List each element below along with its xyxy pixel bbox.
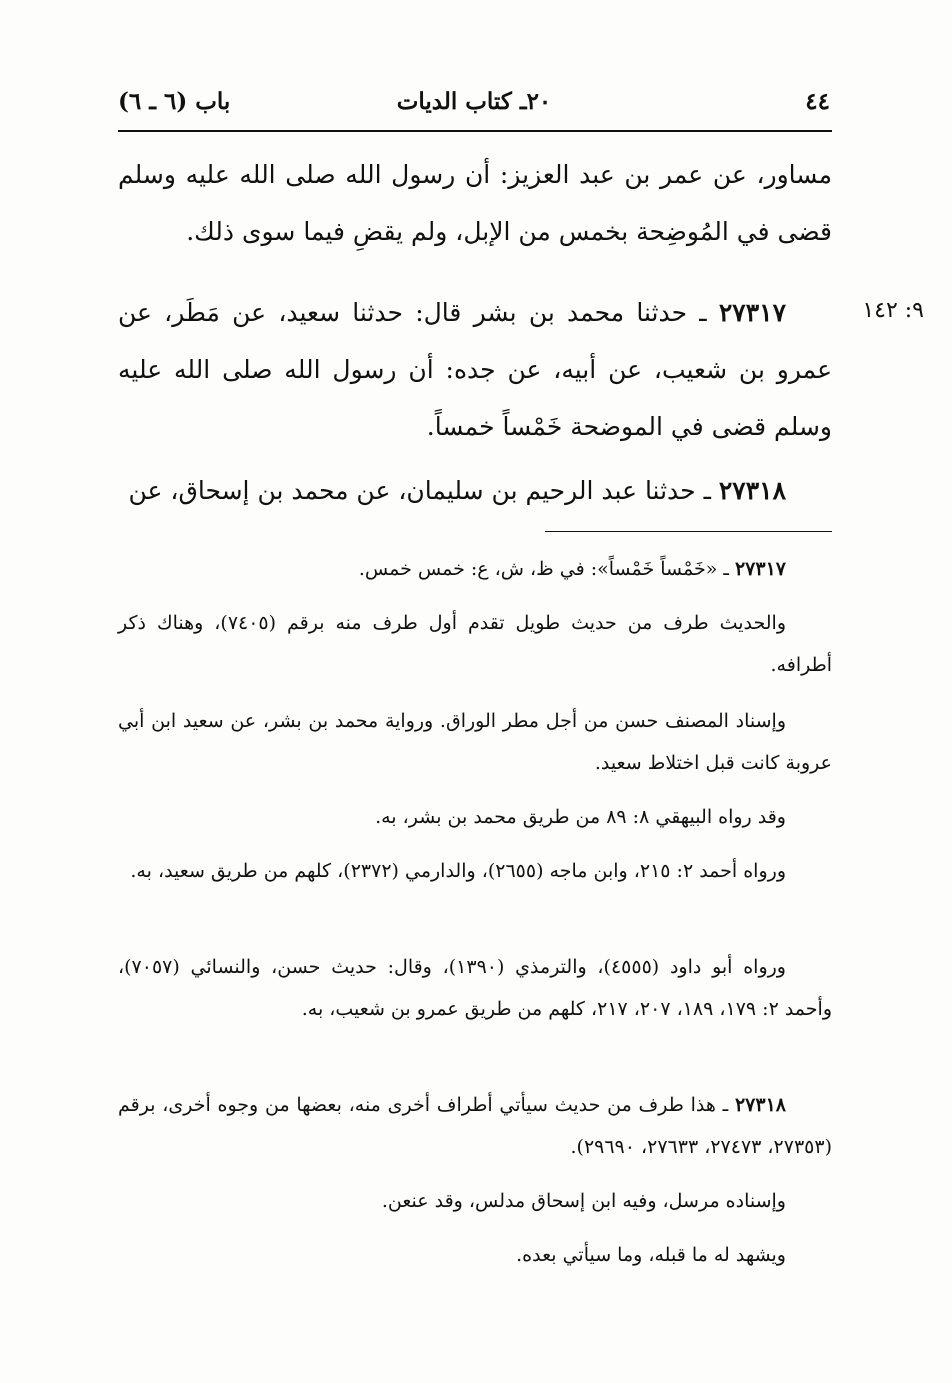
footnote-27317 <box>118 548 832 590</box>
main-paragraph-continuation <box>118 146 832 260</box>
footnote-text: ـ هذا طرف من حديث سيأتي أطراف أخرى منه، بعضها من وجوه أخرى، برقم (٢٧٣٥٣، ٢٧٤٧٣، ٢٧٦٣٣، ٢٩٦٩٠). <box>118 1094 832 1158</box>
footnote-text: ـ «خَمْساً خَمْساً»: في ظ، ش، ع: خمس خمس. <box>358 558 735 580</box>
chapter-label: باب (٦ ـ ٦) <box>118 88 231 115</box>
hadith-number: ٢٧٣١٨ <box>718 476 786 505</box>
hadith-text: ـ حدثنا محمد بن بشر قال: حدثنا سعيد، عن مَطَر، عن عمرو بن شعيب، عن أبيه، عن جده: أن رسول الله صلى الله عليه وسلم قضى في الموضحة خَمْساً خمساً. <box>118 298 832 441</box>
hadith-text: ـ حدثنا عبد الرحيم بن سليمان، عن محمد بن إسحاق، عن <box>128 476 719 505</box>
margin-reference: ٩: ١٤٢ <box>862 298 924 323</box>
book-title: ٢٠ـ كتاب الديات <box>396 88 552 115</box>
hadith-27317 <box>118 284 832 455</box>
footnote-paragraph: ورواه أبو داود (٤٥٥٥)، والترمذي (١٣٩٠)، وقال: حديث حسن، والنسائي (٧٠٥٧)، وأحمد ٢: ١٧٩، ١٨٩، ٢٠٧، ٢١٧، كلهم من طريق عمرو بن شعيب، به. <box>118 956 832 1020</box>
header-divider <box>118 130 832 132</box>
footnote-27318 <box>118 1084 832 1168</box>
footnote-paragraph: وإسناد المصنف حسن من أجل مطر الوراق. ورواية محمد بن بشر، عن سعيد ابن أبي عروبة كانت قبل اختلاط سعيد. <box>118 710 832 774</box>
footnote-paragraph: وقد رواه البيهقي ٨: ٨٩ من طريق محمد بن بشر، به. <box>375 806 786 828</box>
footnote-paragraph: ويشهد له ما قبله، وما سيأتي بعده. <box>516 1244 786 1266</box>
hadith-number: ٢٧٣١٧ <box>718 298 786 327</box>
footnote-divider <box>545 531 832 532</box>
footnote-number: ٢٧٣١٧ <box>734 558 786 580</box>
footnote-paragraph: ورواه أحمد ٢: ٢١٥، وابن ماجه (٢٦٥٥)، والدارمي (٢٣٧٢)، كلهم من طريق سعيد، به. <box>130 860 786 882</box>
paragraph-text: مساور، عن عمر بن عبد العزيز: أن رسول الله صلى الله عليه وسلم قضى في المُوضِحة بخمس من الإبل، ولم يقضِ فيما سوى ذلك. <box>118 160 832 246</box>
footnote-number: ٢٧٣١٨ <box>734 1094 786 1116</box>
hadith-27318 <box>118 462 832 519</box>
footnote-paragraph: وإسناده مرسل، وفيه ابن إسحاق مدلس، وقد عنعن. <box>381 1190 786 1212</box>
page-header <box>118 88 830 128</box>
page-number: ٤٤ <box>805 88 830 115</box>
footnote-paragraph: والحديث طرف من حديث طويل تقدم أول طرف منه برقم (٧٤٠٥)، وهناك ذكر أطرافه. <box>118 612 832 676</box>
